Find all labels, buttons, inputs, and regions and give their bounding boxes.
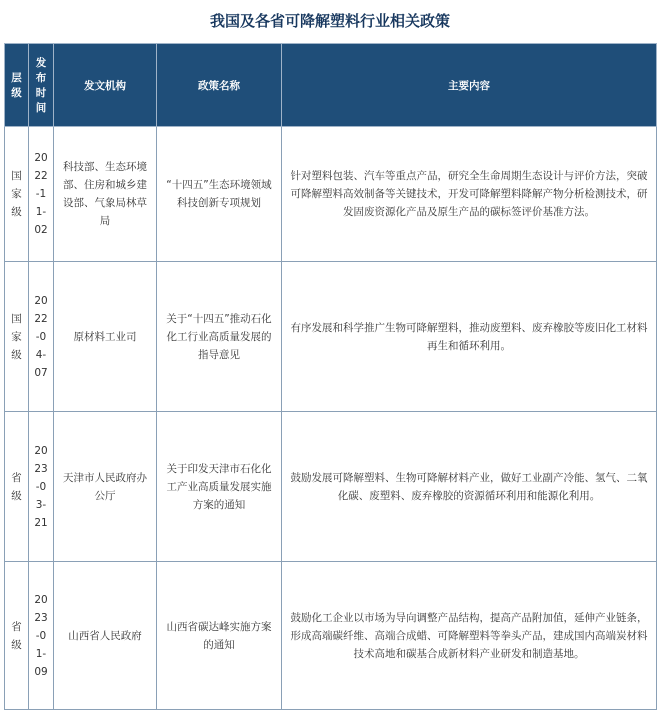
- cell-policy: 关于“十四五”推动石化化工行业高质量发展的指导意见: [157, 262, 282, 412]
- cell-date: 2023-03-21: [29, 412, 54, 562]
- table-row: [5, 412, 657, 562]
- header-agency: 发文机构: [54, 44, 157, 127]
- cell-date: 2022-11-02: [29, 127, 54, 262]
- cell-agency: 原材料工业司: [54, 262, 157, 412]
- cell-level: 省级: [5, 562, 29, 710]
- page-title: 我国及各省可降解塑料行业相关政策: [209, 12, 450, 30]
- policy-table: [4, 43, 657, 710]
- table-row: [5, 562, 657, 710]
- cell-content: 有序发展和科学推广生物可降解塑料，推动废塑料、废弃橡胶等废旧化工材料再生和循环利用。: [282, 262, 657, 412]
- header-content: 主要内容: [282, 44, 657, 127]
- header-policy: 政策名称: [157, 44, 282, 127]
- header-date: 发布时间: [29, 44, 54, 127]
- cell-content: 针对塑料包装、汽车等重点产品，研究全生命周期生态设计与评价方法，突破可降解塑料高效制备等关键技术，开发可降解塑料降解产物分析检测技术，研发固废资源化产品及原生产品的碳标签评价基准方法。: [282, 127, 657, 262]
- cell-level: 国家级: [5, 262, 29, 412]
- cell-content: 鼓励化工企业以市场为导向调整产品结构，提高产品附加值，延伸产业链条，形成高端碳纤维、高端合成蜡、可降解塑料等拳头产品，建成国内高端炭材料技术高地和碳基合成新材料产业研发和制造基地。: [282, 562, 657, 710]
- cell-level: 国家级: [5, 127, 29, 262]
- cell-date: 2022-04-07: [29, 262, 54, 412]
- cell-policy: 关于印发天津市石化化工产业高质量发展实施方案的通知: [157, 412, 282, 562]
- cell-agency: 科技部、生态环境部、住房和城乡建设部、气象局林草局: [54, 127, 157, 262]
- cell-agency: 天津市人民政府办公厅: [54, 412, 157, 562]
- table-header-row: [5, 44, 657, 127]
- table-row: [5, 127, 657, 262]
- cell-agency: 山西省人民政府: [54, 562, 157, 710]
- cell-content: 鼓励发展可降解塑料、生物可降解材料产业，做好工业副产冷能、氢气、二氧化碳、废塑料、废弃橡胶的资源循环利用和能源化利用。: [282, 412, 657, 562]
- cell-date: 2023-01-09: [29, 562, 54, 710]
- header-level: 层级: [5, 44, 29, 127]
- cell-policy: “十四五”生态环境领域科技创新专项规划: [157, 127, 282, 262]
- table-row: [5, 262, 657, 412]
- cell-policy: 山西省碳达峰实施方案的通知: [157, 562, 282, 710]
- cell-level: 省级: [5, 412, 29, 562]
